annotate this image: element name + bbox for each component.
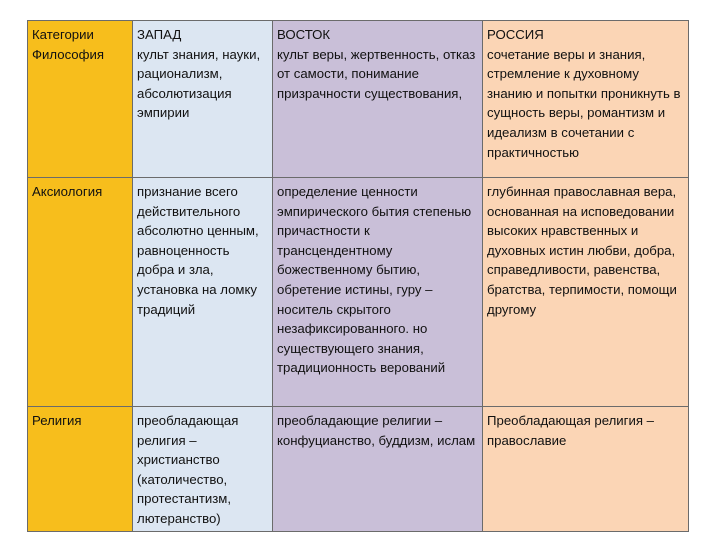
east-text: культ веры, жертвенность, отказ от самости, понимание призрачности существования, [277,46,476,101]
category-label: Религия [32,413,82,428]
west-cell [133,178,273,407]
table-row [28,407,689,532]
table-row [28,178,689,407]
russia-text: Преобладающая религия – православие [487,413,654,448]
table-row [28,21,689,178]
category-cell [28,21,133,178]
east-text: преобладающие религии – конфуцианство, буддизм, ислам [277,413,476,448]
header-east: ВОСТОК [277,27,331,42]
category-cell [28,407,133,532]
east-text: определение ценности эмпирического бытия степенью причастности к трансцендентному божественному бытию, обретение истины, гуру – носитель скрытого незафиксированного. но существующего знания, традиционность верований [277,184,472,376]
russia-cell [483,407,689,532]
east-cell [273,178,483,407]
east-cell [273,21,483,178]
russia-cell [483,21,689,178]
west-text: признание всего действительного абсолютно ценным, равноценность добра и зла, установка на ломку традиций [137,184,259,317]
russia-cell [483,178,689,407]
west-cell [133,407,273,532]
west-text: преобладающая религия – христианство (католичество, протестантизм, лютеранство) [137,413,239,526]
category-label: Философия [32,46,105,62]
header-categories: Категории [32,27,94,42]
russia-text: сочетание веры и знания, стремление к духовному знанию и попытки проникнуть в сущность веры, романтизм и идеализм в сочетании с практичностью [487,46,681,160]
west-cell [133,21,273,178]
header-west: ЗАПАД [137,27,182,42]
category-label: Аксиология [32,184,103,199]
comparison-table [27,20,689,532]
russia-text: глубинная православная вера, основанная на исповедовании высоких нравственных и духовных истин любви, добра, справедливости, равенства, братства, терпимости, помощи другому [487,184,677,317]
west-text: культ знания, науки, рационализм, абсолютизация эмпирии [137,46,261,121]
header-russia: РОССИЯ [487,27,544,42]
east-cell [273,407,483,532]
category-cell [28,178,133,407]
